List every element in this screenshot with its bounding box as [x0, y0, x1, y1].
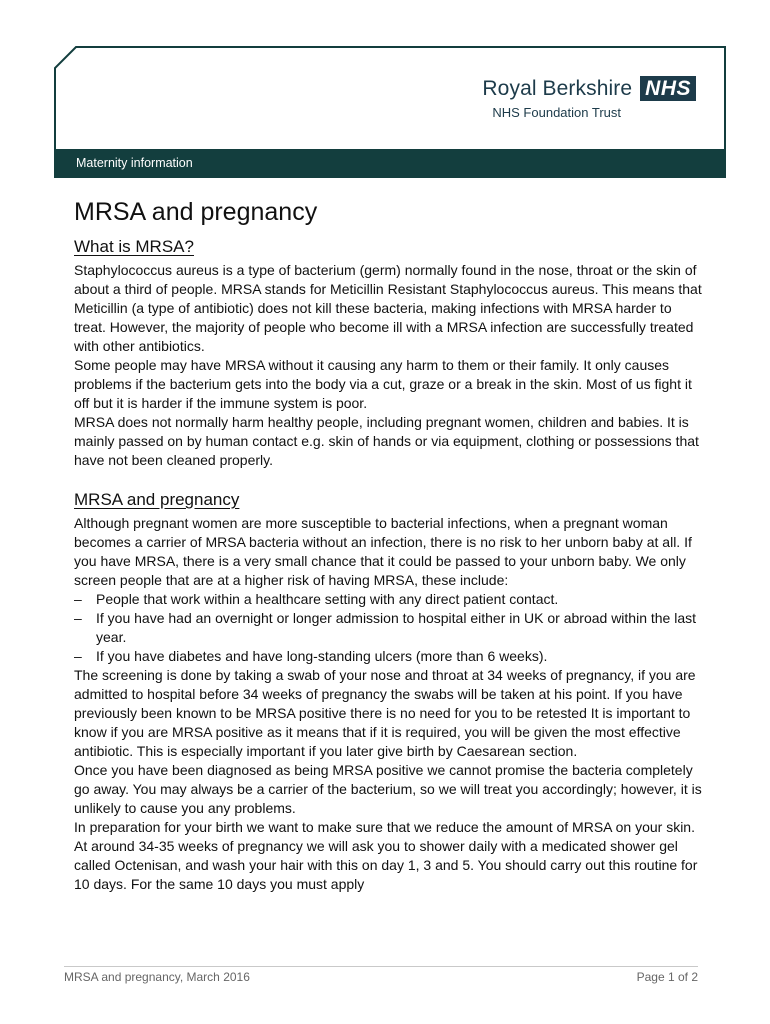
paragraph: In preparation for your birth we want to make sure that we reduce the amount of MRSA on your skin. At around 34-35 weeks of pregnancy we will ask you to shower daily with a medicated shower gel called Octenisan, and wash your hair with this on day 1, 3 and 5. You should carry out this routine for 10 days. For the same 10 days you must apply: [74, 819, 698, 892]
org-name: Royal Berkshire: [482, 76, 633, 100]
list-item-text: People that work within a healthcare setting with any direct patient contact.: [96, 591, 559, 607]
paragraph: The screening is done by taking a swab of your nose and throat at 34 weeks of pregnancy, if you are admitted to hospital before 34 weeks of pregnancy the swabs will be taken at his point. If you have previously been known to be MRSA positive there is no need for you to be retested It is important to know if you are MRSA positive as it means that if it is required, you will be given the most effective antibiotic. This is especially important if you later give birth by Caesarean section.: [74, 667, 696, 759]
page-title: MRSA and pregnancy: [74, 198, 318, 226]
header-frame: [54, 46, 726, 178]
paragraph: Some people may have MRSA without it causing any harm to them or their family. It only causes problems if the bacterium gets into the body via a cut, graze or a break in the skin. Most of us fight it off but it is harder if the immune system is poor.: [74, 357, 692, 411]
bullet-marker: –: [74, 648, 82, 664]
list-item-text: If you have had an overnight or longer admission to hospital either in UK or abroad within the last year.: [96, 610, 697, 645]
section-heading-mrsa-and-pregnancy: MRSA and pregnancy: [74, 490, 240, 509]
list-item: [74, 590, 704, 609]
nhs-logo: NHS: [640, 76, 696, 101]
risk-list: [74, 590, 704, 666]
bullet-marker: –: [74, 591, 82, 607]
category-band: [54, 149, 726, 178]
org-subtitle: NHS Foundation Trust: [492, 105, 621, 120]
list-item-text: If you have diabetes and have long-standing ulcers (more than 6 weeks).: [96, 648, 548, 664]
list-item: [74, 609, 704, 647]
page-number: Page 1 of 2: [636, 970, 698, 984]
section-heading-what-is-mrsa: What is MRSA?: [74, 237, 194, 256]
paragraph: Staphylococcus aureus is a type of bacterium (germ) normally found in the nose, throat or the skin of about a third of people. MRSA stands for Meticillin Resistant Staphylococcus aureus. This means that Meticillin (a type of antibiotic) does not kill these bacteria, making infections with MRSA harder to treat. However, the majority of people who become ill with a MRSA infection are successfully treated with other antibiotics.: [74, 262, 702, 354]
paragraph: Although pregnant women are more susceptible to bacterial infections, when a pregnant woman becomes a carrier of MRSA bacteria without an infection, there is no risk to her unborn baby at all. If you have MRSA, there is a very small chance that it could be passed to your unborn baby. We only screen people that are at a higher risk of having MRSA, these include:: [74, 515, 692, 588]
paragraph: MRSA does not normally harm healthy people, including pregnant women, children and babies. It is mainly passed on by human contact e.g. skin of hands or via equipment, clothing or possessions that have not been cleaned properly.: [74, 414, 699, 468]
list-item: [74, 647, 704, 666]
paragraph: Once you have been diagnosed as being MRSA positive we cannot promise the bacteria completely go away. You may always be a carrier of the bacterium, so we will treat you accordingly; however, it is unlikely to cause you any problems.: [74, 762, 702, 816]
document-body: [74, 198, 704, 894]
bullet-marker: –: [74, 610, 82, 626]
trust-logo: [482, 76, 696, 120]
footer-document-title: MRSA and pregnancy, March 2016: [64, 970, 250, 984]
page-footer: [64, 966, 698, 984]
category-label: Maternity information: [76, 156, 193, 170]
